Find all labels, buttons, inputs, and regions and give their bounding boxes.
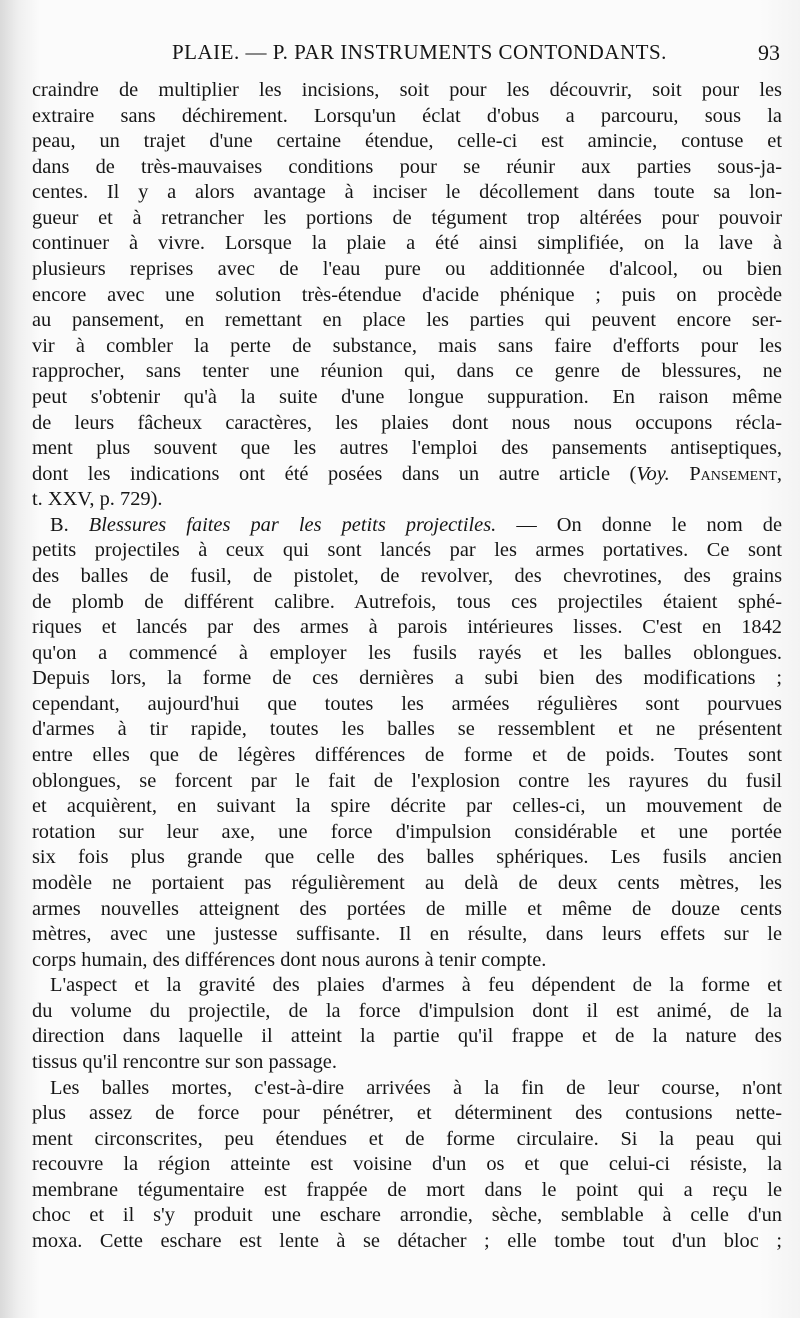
text-line: centes. Il y a alors avantage à inciser le décollement dans toute sa lon- [32,181,782,204]
text-line: plus assez de force pour pénétrer, et déterminent des contusions nette- [32,1102,782,1125]
text-line: peau, un trajet d'une certaine étendue, celle-ci est amincie, contuse et [32,130,782,153]
voy-abbrev: Voy. [636,462,670,485]
section-title: Blessures faites par les petits projectiles. [88,513,497,536]
paragraph-4 [32,1076,782,1255]
text-line: petits projectiles à ceux qui sont lancés par les armes portatives. Ce sont [32,539,782,562]
section-lead-text: — On donne le nom de [516,513,783,536]
text-line-with-reference [32,462,782,488]
text-line: Depuis lors, la forme de ces dernières a subi bien des modifications ; [32,667,782,690]
page-number: 93 [758,40,780,65]
text-line: encore avec une solution très-étendue d'acide phénique ; puis on procède [32,283,782,306]
text-line: de plomb de différent calibre. Autrefois, tous ces projectiles étaient sphé- [32,590,782,613]
section-label: B. [50,513,69,536]
paragraph-1 [32,78,782,513]
text-line: rapprocher, sans tenter une réunion qui, dans ce genre de blessures, ne [32,360,782,383]
text-line: craindre de multiplier les incisions, soit pour les découvrir, soit pour les [32,79,782,101]
text-line: des balles de fusil, de pistolet, de revolver, des chevrotines, des grains [32,564,782,587]
running-title: PLAIE. — P. PAR INSTRUMENTS CONTONDANTS. [172,40,667,64]
text-line: de leurs fâcheux caractères, les plaies dont nous nous occupons récla- [32,411,782,434]
text-line: riques et lancés par des armes à parois intérieures lisses. C'est en 1842 [32,616,782,639]
text-line: armes nouvelles atteignent des portées de mille et même de douze cents [32,897,782,920]
text-line: corps humain, des différences dont nous aurons à tenir compte. [32,948,547,971]
text-line: L'aspect et la gravité des plaies d'armes à feu dépendent de la forme et [50,974,782,997]
text-line: d'armes à tir rapide, toutes les balles se ressemblent et ne présentent [32,718,782,741]
text-line: peut s'obtenir qu'à la suite d'une longue suppuration. En raison même [32,385,782,408]
text-line: dans de très-mauvaises conditions pour se réunir aux parties sous-ja- [32,155,782,178]
text-line: ment plus souvent que les autres l'emploi des pansements antiseptiques, [32,437,782,460]
text-line: rotation sur leur axe, une force d'impulsion considérable et une portée [32,820,782,843]
text-line: continuer à vivre. Lorsque la plaie a été ainsi simplifiée, on la lave à [32,232,782,255]
running-header [32,40,780,74]
text-line: choc et il s'y produit une eschare arrondie, sèche, semblable à celle d'un [32,1204,782,1227]
cross-reference-link: Pansement, [689,462,782,485]
section-heading-line [32,513,782,539]
text-line: extraire sans déchirement. Lorsqu'un éclat d'obus a parcouru, sous la [32,104,782,127]
text-line: et acquièrent, en suivant la spire décrite par celles-ci, un mouvement de [32,795,782,818]
text-line: du volume du projectile, de la force d'impulsion dont il est animé, de la [32,999,782,1022]
text-line: membrane tégumentaire est frappée de mort dans le point qui a reçu le [32,1178,782,1201]
text-line: recouvre la région atteinte est voisine d'un os et que celui-ci résiste, la [32,1153,782,1176]
text-line: gueur et à retrancher les portions de tégument trop altérées pour pouvoir [32,206,782,229]
text-line: oblongues, se forcent par le fait de l'explosion contre les rayures du fusil [32,769,782,792]
text-line: entre elles que de légères différences de forme et de poids. Toutes sont [32,744,782,767]
text-line: modèle ne portaient pas régulièrement au delà de deux cents mètres, les [32,871,782,894]
reference-lead: dont les indications ont été posées dans un autre article ( [32,462,637,485]
text-line: tissus qu'il rencontre sur son passage. [32,1050,337,1073]
text-line: Les balles mortes, c'est-à-dire arrivées à la fin de leur course, n'ont [50,1076,782,1099]
text-line: mètres, avec une justesse suffisante. Il en résulte, dans leurs effets sur le [32,923,782,946]
text-line: au pansement, en remettant en place les parties qui peuvent encore ser- [32,309,782,332]
paragraph-3 [32,973,782,1075]
text-line: cependant, aujourd'hui que toutes les armées régulières sont pourvues [32,692,782,715]
text-line: six fois plus grande que celle des balles sphériques. Les fusils ancien [32,846,782,869]
text-line: qu'on a commencé à employer les fusils rayés et les balles oblongues. [32,641,782,664]
body-text [32,78,782,1255]
text-line: vir à combler la perte de substance, mais sans faire d'efforts pour les [32,334,782,357]
text-line: direction dans laquelle il atteint la partie qu'il frappe et de la nature des [32,1025,782,1048]
text-line: moxa. Cette eschare est lente à se détacher ; elle tombe tout d'un bloc ; [32,1230,782,1253]
text-line: ment circonscrites, peu étendues et de forme circulaire. Si la peau qui [32,1127,782,1150]
text-line: t. XXV, p. 729). [32,488,163,511]
text-line: plusieurs reprises avec de l'eau pure ou additionnée d'alcool, ou bien [32,258,782,281]
paragraph-2 [32,513,782,973]
